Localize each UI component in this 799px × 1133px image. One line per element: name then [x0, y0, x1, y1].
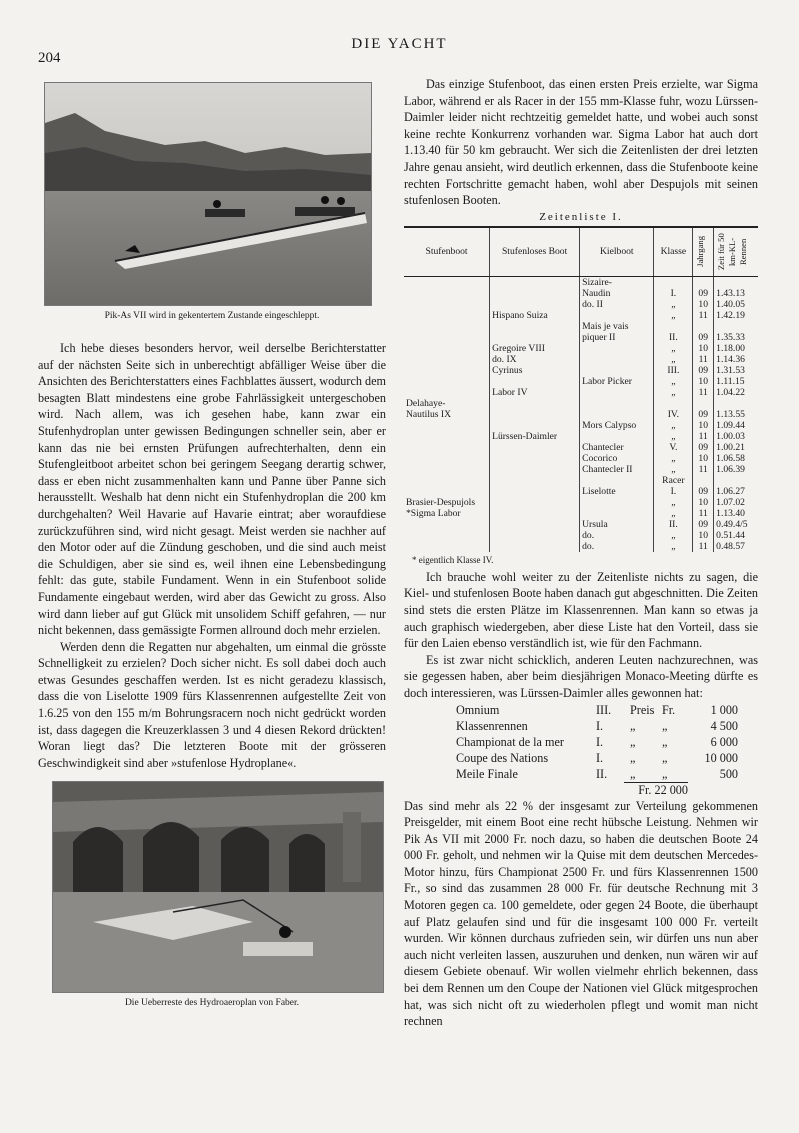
prize-total: Fr. 22 000: [624, 782, 688, 798]
prize-list: [456, 702, 758, 782]
cell-klasse: III.: [654, 365, 693, 376]
prize-amount: 1 000: [710, 702, 738, 717]
cell-stufenloses-boot: [490, 497, 580, 508]
col-header-klasse: Klasse: [654, 227, 693, 277]
table-row: [404, 365, 758, 376]
cell-klasse: „: [654, 299, 693, 310]
cell-jahrgang: 09: [693, 486, 714, 497]
prize-amount: 4 500: [710, 718, 738, 733]
table-row: [404, 530, 758, 541]
prize-name: Meile Finale: [456, 766, 518, 781]
cell-kielboot: Chantecler II: [580, 464, 654, 475]
prize-name: Championat de la mer: [456, 734, 564, 749]
photo-capsized-boat-image: [45, 83, 371, 305]
prize-amount: 500: [719, 766, 738, 781]
prize-name: Klassenrennen: [456, 718, 528, 733]
cell-jahrgang: 10: [693, 376, 714, 387]
cell-stufenloses-boot: Gregoire VIII: [490, 343, 580, 354]
cell-stufenloses-boot: [490, 420, 580, 431]
cell-stufenboot: [404, 343, 490, 354]
cell-klasse: [654, 321, 693, 332]
cell-zeit: [714, 276, 758, 288]
left-column: [38, 82, 386, 1009]
cell-kielboot: [580, 431, 654, 442]
cell-klasse: II.: [654, 332, 693, 343]
cell-stufenboot: [404, 299, 490, 310]
cell-klasse: [654, 398, 693, 409]
cell-zeit: [714, 321, 758, 332]
cell-kielboot: [580, 497, 654, 508]
cell-kielboot: [580, 409, 654, 420]
caption-photo-1: Pik-As VII wird in gekentertem Zustande eingeschleppt.: [104, 311, 320, 321]
prize-class: I.: [596, 718, 604, 733]
cell-kielboot: [580, 398, 654, 409]
prize-class: III.: [596, 702, 612, 717]
cell-zeit: 1.43.13: [714, 288, 758, 299]
cell-stufenloses-boot: Cyrinus: [490, 365, 580, 376]
right-paragraph-3: Es ist zwar nicht schicklich, anderen Leuten nachzurechnen, was sie gegessen haben, aber beim diesjährigen Monaco-Meeting dürfte es doch interessieren, was Lürssen-Daimler alles gewonnen hat:: [404, 652, 758, 700]
prize-cur: „: [662, 718, 668, 733]
right-paragraph-4: Das sind mehr als 22 % der insgesamt zur Verteilung gekommenen Preisgelder, mit einem Boot eine recht hübsche Leistung. Nehmen wir Pik As VII mit 2000 Fr. noch dazu, so haben die deutschen Boote 24 000 Fr. geholt, und nehmen wir la Quise mit dem deutschen Mercedes-Motor hinzu, fürs Championat 2500 Fr. und fürs Klassenrennen 1500 Fr., so sind das zusammen 28 000 Fr. für deutsche Rechnung mit 3 Motoren gegen ca. 100 gemeldete, oder gegen 24 Boote, die überhaupt auf Platz gelaufen sind und für die insgesamt 100 000 Fr. verteilt wurden. Wir können durchaus zufrieden sein, wir dürfen uns nun aber auch nicht verleiten lassen, auszuruhen und denken, nun wären wir auf diesem Gebiete obenauf. Wir wollen vielmehr ehrlich bekennen, dass bei dem Rennen um den Coupe der Nationen viel Glück mitgesprochen hat, was sich nicht oft zu wiederholen pflegt und womit man nicht rechnen: [404, 798, 758, 1029]
prize-row: [456, 702, 758, 718]
cell-stufenboot: [404, 332, 490, 343]
cell-stufenloses-boot: [490, 530, 580, 541]
cell-klasse: Racer: [654, 475, 693, 486]
cell-klasse: „: [654, 508, 693, 519]
cell-kielboot: Sizaire-: [580, 276, 654, 288]
cell-jahrgang: 10: [693, 420, 714, 431]
col-header-kielboot: Kielboot: [580, 227, 654, 277]
cell-stufenboot: [404, 365, 490, 376]
prize-label: „: [630, 718, 636, 733]
table-row: [404, 486, 758, 497]
cell-jahrgang: [693, 276, 714, 288]
cell-zeit: 1.09.44: [714, 420, 758, 431]
cell-kielboot: [580, 343, 654, 354]
prize-row: [456, 766, 758, 782]
col-header-stufenboot: Stufenboot: [404, 227, 490, 277]
table-footnote: * eigentlich Klasse IV.: [412, 554, 494, 565]
cell-klasse: „: [654, 343, 693, 354]
cell-zeit: 0.49.4/5: [714, 519, 758, 530]
prize-row: [456, 718, 758, 734]
table-row: [404, 354, 758, 365]
cell-jahrgang: [693, 475, 714, 486]
cell-stufenloses-boot: do. IX: [490, 354, 580, 365]
table-row: [404, 321, 758, 332]
cell-klasse: „: [654, 310, 693, 321]
cell-kielboot: Mais je vais: [580, 321, 654, 332]
prize-name: Omnium: [456, 702, 500, 717]
cell-kielboot: Cocorico: [580, 453, 654, 464]
cell-stufenboot: [404, 541, 490, 552]
table-row: [404, 310, 758, 321]
cell-stufenloses-boot: Labor IV: [490, 387, 580, 398]
right-column: [404, 76, 758, 1030]
cell-zeit: 1.04.22: [714, 387, 758, 398]
prize-class: I.: [596, 734, 604, 749]
cell-stufenloses-boot: [490, 409, 580, 420]
left-paragraph-2: Werden denn die Regatten nur abgehalten, um einmal die grösste Schnelligkeit zu erzielen? Doch sicher nicht. Es soll dabei doch auch etwas Gesundes geschaffen werden. Ist es nicht geradezu klassisch, dass die von Liselotte 1909 fürs Klassenrennen aufgestellte Zeit von 1.6.25 von den 155 m/m Bohrungsracern noch nicht gedrückt worden ist, dass dagegen die Kreuzerklassen 3 und 4 diesen Rekord drückten! Woran liegt das? Die letzteren Boote mit der grösseren Geschwindigkeit sind aber »stufenlose Hydroplane«.: [38, 639, 386, 770]
cell-jahrgang: 10: [693, 530, 714, 541]
cell-stufenboot: Delahaye-: [406, 397, 446, 409]
cell-zeit: 1.35.33: [714, 332, 758, 343]
cell-stufenloses-boot: [490, 464, 580, 475]
table-row: [404, 431, 758, 442]
prize-class: I.: [596, 750, 604, 765]
cell-stufenloses-boot: [490, 453, 580, 464]
table-row: [404, 541, 758, 552]
cell-kielboot: [580, 354, 654, 365]
cell-zeit: 1.13.55: [714, 409, 758, 420]
cell-zeit: 1.14.36: [714, 354, 758, 365]
cell-zeit: 0.51.44: [714, 530, 758, 541]
cell-kielboot: Mors Calypso: [580, 420, 654, 431]
cell-jahrgang: [693, 398, 714, 409]
prize-cur: „: [662, 766, 668, 781]
cell-stufenloses-boot: [490, 332, 580, 343]
cell-klasse: „: [654, 497, 693, 508]
cell-kielboot: [580, 310, 654, 321]
cell-zeit: 1.13.40: [714, 508, 758, 519]
cell-jahrgang: 09: [693, 332, 714, 343]
cell-stufenloses-boot: Hispano Suiza: [490, 310, 580, 321]
cell-kielboot: do.: [580, 541, 654, 552]
cell-zeit: 0.48.57: [714, 541, 758, 552]
right-intro-paragraph: Das einzige Stufenboot, das einen ersten Preis erzielte, war Sigma Labor, während er als Racer in der 155 mm-Klasse fuhr, wozu Lürssen-Daimler leider nicht rechtzeitig gemeldet hatte, und wobei auch sonst keine rechte Konkurrenz vorhanden war. Sigma Labor hat auch dort 1.13.40 für 50 km gebraucht. Wer sich die Zeitenlisten der drei letzten Jahre genau ansieht, wird deutlich erkennen, dass die Stufenboote keine rechten Fortschritte gemacht haben, wohl aber Despujols mit seinen stufenlosen Booten.: [404, 77, 758, 208]
cell-stufenboot: [404, 321, 490, 332]
cell-stufenloses-boot: [490, 486, 580, 497]
table-row: [404, 332, 758, 343]
cell-stufenboot: [404, 519, 490, 530]
cell-klasse: II.: [654, 519, 693, 530]
cell-kielboot: do.: [580, 530, 654, 541]
cell-jahrgang: 10: [693, 299, 714, 310]
cell-stufenboot: [404, 464, 490, 475]
cell-stufenboot: [404, 387, 490, 398]
cell-jahrgang: 11: [693, 541, 714, 552]
table-title: Zeitenliste I.: [539, 210, 623, 223]
cell-stufenboot: [404, 486, 490, 497]
cell-klasse: [654, 276, 693, 288]
cell-klasse: „: [654, 453, 693, 464]
photo-capsized-boat: [44, 82, 372, 306]
caption-photo-2: Die Ueberreste des Hydroaeroplan von Faber.: [124, 998, 300, 1009]
cell-jahrgang: 10: [693, 497, 714, 508]
cell-zeit: 1.11.15: [714, 376, 758, 387]
table-row: [404, 475, 758, 486]
cell-klasse: „: [654, 420, 693, 431]
page-number: 204: [38, 50, 61, 66]
cell-jahrgang: 10: [693, 343, 714, 354]
prize-label: „: [630, 766, 636, 781]
cell-stufenloses-boot: [490, 541, 580, 552]
cell-jahrgang: 11: [693, 508, 714, 519]
cell-jahrgang: [693, 321, 714, 332]
cell-jahrgang: 11: [693, 310, 714, 321]
col-header-jahrgang-text: Jahrgang: [695, 236, 706, 268]
cell-zeit: 1.07.02: [714, 497, 758, 508]
col-header-stufenloses-boot: Stufenloses Boot: [490, 227, 580, 277]
cell-stufenboot: [404, 431, 490, 442]
cell-stufenboot: [404, 276, 490, 288]
table-row: [404, 376, 758, 387]
table-row: [404, 343, 758, 354]
table-header-row: [404, 227, 758, 277]
cell-stufenboot: [404, 354, 490, 365]
cell-zeit: 1.40.05: [714, 299, 758, 310]
table-row: [404, 420, 758, 431]
right-paragraph-2: Ich brauche wohl weiter zu der Zeitenliste nichts zu sagen, die Kiel- und stufenlosen Boote haben danach gut abgeschnitten. Die Zeiten sind stets die ersten Plätze im Klassenrennen. Man kann so etwas ja auch graphisch wiedergeben, aber diese Liste hat den Vorteil, dass sie für den Laien ebenso verständlich ist, wie für den Fachmann.: [404, 569, 758, 651]
cell-jahrgang: 10: [693, 453, 714, 464]
col-header-jahrgang: [693, 227, 714, 277]
cell-jahrgang: 11: [693, 387, 714, 398]
cell-klasse: „: [654, 376, 693, 387]
cell-klasse: „: [654, 530, 693, 541]
cell-klasse: „: [654, 387, 693, 398]
cell-stufenboot: [404, 288, 490, 299]
table-row: [404, 398, 758, 409]
cell-jahrgang: 11: [693, 431, 714, 442]
cell-jahrgang: 09: [693, 409, 714, 420]
cell-klasse: „: [654, 354, 693, 365]
cell-jahrgang: 09: [693, 365, 714, 376]
cell-jahrgang: 09: [693, 519, 714, 530]
cell-stufenloses-boot: [490, 288, 580, 299]
cell-stufenboot: [404, 310, 490, 321]
cell-klasse: I.: [654, 486, 693, 497]
col-header-zeit: [714, 227, 758, 277]
cell-klasse: „: [654, 431, 693, 442]
cell-kielboot: [580, 508, 654, 519]
prize-row: [456, 750, 758, 766]
cell-stufenloses-boot: [490, 442, 580, 453]
cell-kielboot: piquer II: [580, 332, 654, 343]
prize-cur: „: [662, 750, 668, 765]
cell-kielboot: Liselotte: [580, 486, 654, 497]
cell-zeit: 1.31.53: [714, 365, 758, 376]
cell-kielboot: [580, 365, 654, 376]
table-row: [404, 508, 758, 519]
prize-row: [456, 734, 758, 750]
table-row: [404, 442, 758, 453]
zeitenliste-table: [404, 226, 758, 552]
cell-kielboot: [580, 387, 654, 398]
photo-wreckage-image: [53, 782, 383, 992]
cell-stufenloses-boot: [490, 376, 580, 387]
cell-klasse: V.: [654, 442, 693, 453]
cell-stufenboot: [404, 420, 490, 431]
cell-jahrgang: 11: [693, 464, 714, 475]
cell-klasse: IV.: [654, 409, 693, 420]
prize-class: II.: [596, 766, 608, 781]
table-row: [404, 409, 758, 420]
cell-stufenboot: *Sigma Labor: [406, 507, 461, 519]
cell-stufenboot: Brasier-Despujols: [406, 496, 476, 508]
cell-kielboot: Chantecler: [580, 442, 654, 453]
table-row: [404, 464, 758, 475]
cell-zeit: 1.06.39: [714, 464, 758, 475]
cell-stufenboot: [404, 442, 490, 453]
cell-stufenboot: [404, 530, 490, 541]
cell-stufenloses-boot: [490, 475, 580, 486]
cell-klasse: „: [654, 464, 693, 475]
cell-jahrgang: 09: [693, 288, 714, 299]
cell-zeit: 1.06.27: [714, 486, 758, 497]
prize-amount: 10 000: [704, 750, 738, 765]
cell-kielboot: Labor Picker: [580, 376, 654, 387]
table-row: [404, 387, 758, 398]
cell-stufenloses-boot: [490, 519, 580, 530]
cell-kielboot: Naudin: [580, 288, 654, 299]
table-row: [404, 288, 758, 299]
table-row: [404, 299, 758, 310]
table-row: [404, 497, 758, 508]
prize-amount: 6 000: [710, 734, 738, 749]
cell-stufenboot: [404, 376, 490, 387]
prize-cur: Fr.: [662, 702, 676, 717]
cell-klasse: „: [654, 541, 693, 552]
table-body: [404, 276, 758, 552]
cell-stufenloses-boot: [490, 276, 580, 288]
cell-zeit: [714, 398, 758, 409]
cell-stufenloses-boot: [490, 398, 580, 409]
prize-label: Preis: [630, 702, 655, 717]
cell-jahrgang: 11: [693, 354, 714, 365]
cell-zeit: 1.18.00: [714, 343, 758, 354]
cell-stufenboot: [404, 475, 490, 486]
cell-zeit: 1.00.03: [714, 431, 758, 442]
prize-label: „: [630, 750, 636, 765]
cell-zeit: 1.06.58: [714, 453, 758, 464]
table-row: [404, 276, 758, 288]
prize-cur: „: [662, 734, 668, 749]
cell-kielboot: [580, 475, 654, 486]
cell-jahrgang: 09: [693, 442, 714, 453]
cell-stufenloses-boot: Lürssen-Daimler: [490, 431, 580, 442]
col-header-zeit-text: Zeit für 50 km-KL-Rennen: [716, 233, 749, 271]
page-header: [0, 36, 799, 66]
prize-label: „: [630, 734, 636, 749]
cell-zeit: [714, 475, 758, 486]
left-paragraph-1: Ich hebe dieses besonders hervor, weil derselbe Berichterstatter auf der nächsten Seite sich in unberechtigt abfälliger Weise über die Ansichten des Berichterstatters eines Fachblattes äussert, wodurch dem besagten Blatt mindestens eine grobe Fahrlässigkeit untergeschoben wird. Nach allem, was ich gesehen habe, kann zwar ein Stufenhydroplan unter gewissen Bedingungen schneller sein, aber er kann das nie bei ernsten Prüfungen aufrechterhalten, denn ein Stufengleitboot arbeitet schon bei geringem Seegang derartig schwer, dass er eben nicht zusammenhalten kann und Panne über Panne sich herausstellt. Weshalb hat denn nicht ein Stufenhydroplan die 200 km durchgehalten? Weil Havarie auf Havarie eintrat; aber woraufdiese zurückzuführen sind, wird nicht gesagt. Meist werden sie nachher auf den Motor oder auf die Zündung geschoben, und die sind auch meist die Schuldigen, aber sie sind es, weil ihnen eine Lebensbedingung fehlt: das gute, stabile Fundament. Wenn in ein Stufenboot solide Fundamente eingebaut werden, wird aber das Gewicht zu gross. Also wird dann lieber auf gut Glück mit unsolidem Schiff gefahren, — nur nicht bekennen, dass gemässigte Formen allround doch mehr erzielen.: [38, 341, 386, 638]
table-row: [404, 519, 758, 530]
running-title: DIE YACHT: [351, 36, 448, 52]
cell-stufenboot: [404, 453, 490, 464]
cell-zeit: 1.42.19: [714, 310, 758, 321]
cell-stufenloses-boot: [490, 508, 580, 519]
table-row: [404, 453, 758, 464]
cell-stufenboot: Nautilus IX: [406, 408, 452, 420]
photo-wreckage: [52, 781, 384, 993]
cell-stufenloses-boot: [490, 299, 580, 310]
cell-stufenloses-boot: [490, 321, 580, 332]
cell-zeit: 1.00.21: [714, 442, 758, 453]
cell-kielboot: do. II: [580, 299, 654, 310]
cell-klasse: I.: [654, 288, 693, 299]
prize-name: Coupe des Nations: [456, 750, 549, 765]
cell-kielboot: Ursula: [580, 519, 654, 530]
